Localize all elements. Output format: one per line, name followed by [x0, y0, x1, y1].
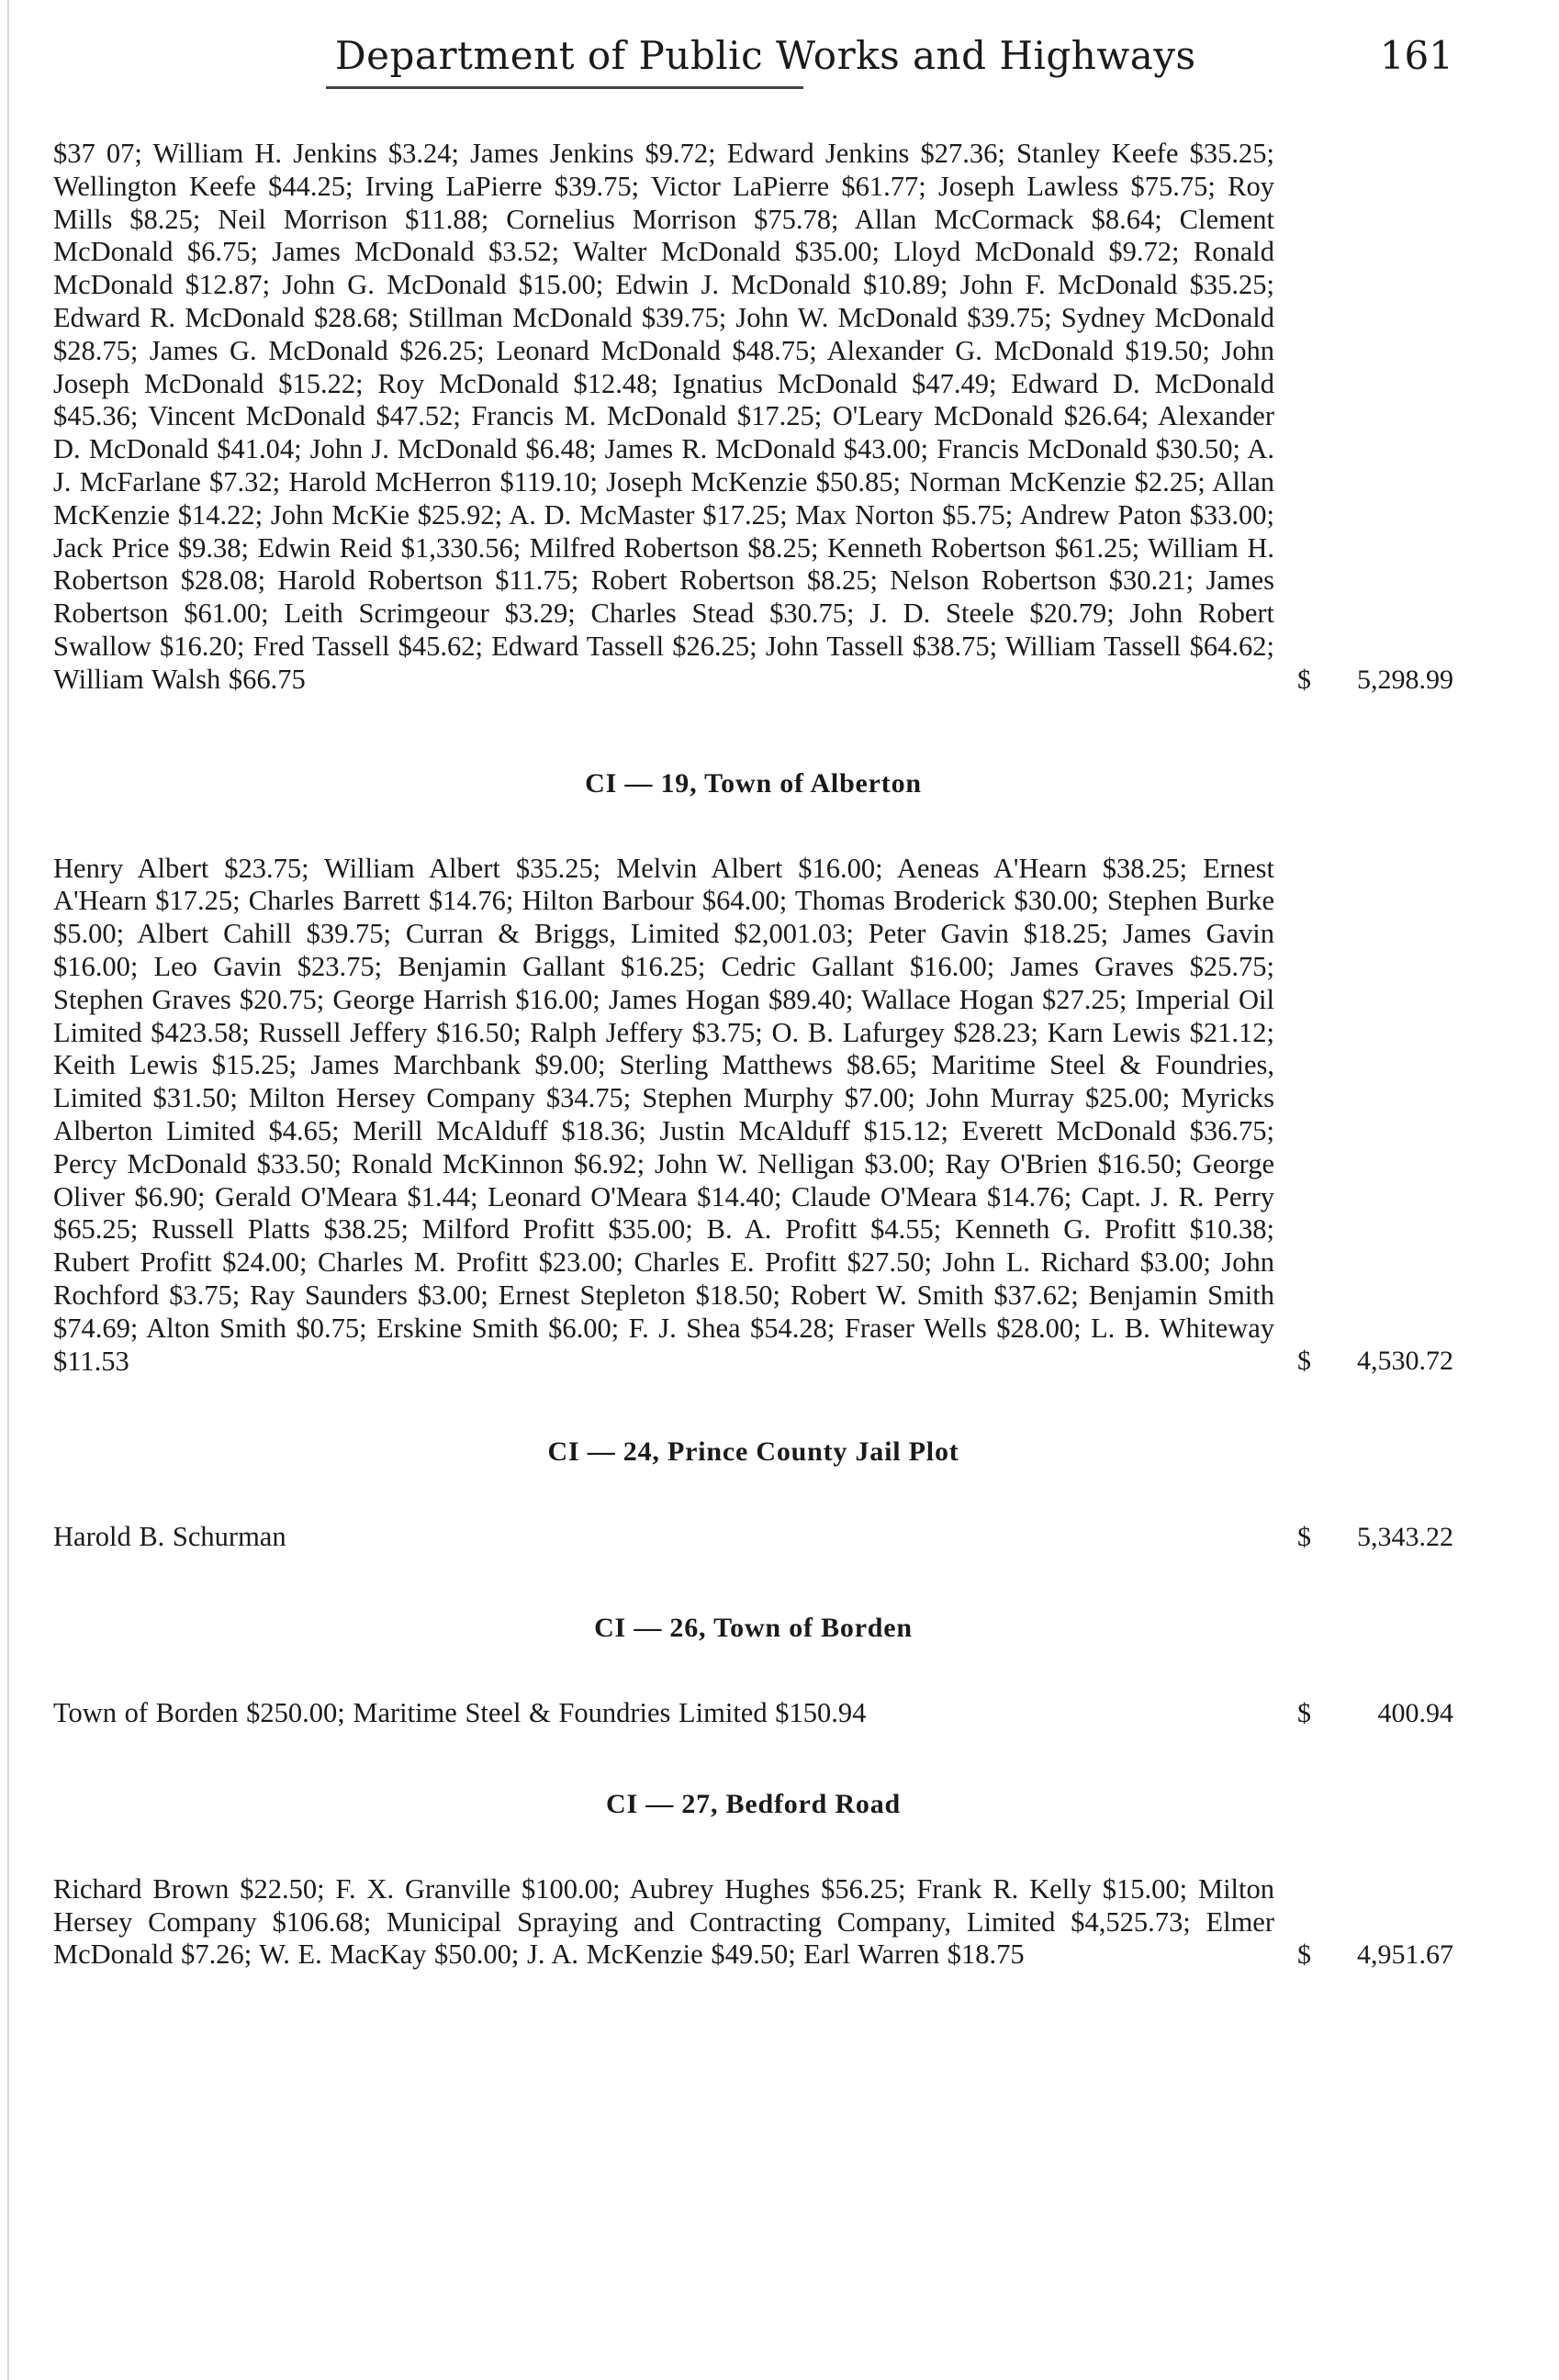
- currency-symbol: $: [1297, 1697, 1311, 1728]
- total-amount: 4,530.72: [1357, 1346, 1453, 1377]
- total-amount: 4,951.67: [1357, 1939, 1453, 1971]
- currency-symbol: $: [1297, 664, 1311, 695]
- page-title: Department of Public Works and Highways: [335, 33, 1196, 78]
- borden-section: [53, 1697, 1453, 1730]
- section-total: [1297, 1345, 1453, 1378]
- payee-list: Henry Albert $23.75; William Albert $35.25; Melvin Albert $16.00; Aeneas A'Hearn $38.25; Ernest A'Hearn $17.25; Charles Barrett $14.76; Hilton Barbour $64.00; Thomas Broderick $30.00; Stephen Burke $5.00; Albert Cahill $39.75; Curran & Briggs, Limited $2,001.03; Peter Gavin $18.25; James Gavin $16.00; Leo Gavin $23.75; Benjamin Gallant $16.25; Cedric Gallant $16.00; James Graves $25.75; Stephen Graves $20.75; George Harrish $16.00; James Hogan $89.40; Wallace Hogan $27.25; Imperial Oil Limited $423.58; Russell Jeffery $16.50; Ralph Jeffery $3.75; O. B. Lafurgey $28.23; Karn Lewis $21.12; Keith Lewis $15.25; James Marchbank $9.00; Sterling Matthews $8.65; Maritime Steel & Foundries, Limited $31.50; Milton Hersey Company $34.75; Stephen Murphy $7.00; John Murray $25.00; Myricks Alberton Limited $4.65; Merill McAlduff $18.36; Justin McAlduff $15.12; Everett McDonald $36.75; Percy McDonald $33.50; Ronald McKinnon $6.92; John W. Nelligan $3.00; Ray O'Brien $16.50; George Oliver $6.90; Gerald O'Meara $1.44; Leonard O'Meara $14.40; Claude O'Meara $14.76; Capt. J. R. Perry $65.25; Russell Platts $38.25; Milford Profitt $35.00; B. A. Profitt $4.55; Kenneth G. Profitt $10.38; Rubert Profitt $24.00; Charles M. Profitt $23.00; Charles E. Profitt $27.50; John L. Richard $3.00; John Rochford $3.75; Ray Saunders $3.00; Ernest Stepleton $18.50; Robert W. Smith $37.62; Benjamin Smith $74.69; Alton Smith $0.75; Erskine Smith $6.00; F. J. Shea $54.28; Fraser Wells $28.00; L. B. Whiteway $11.53: [53, 852, 1274, 1377]
- section-total: [1297, 1697, 1453, 1730]
- header-underline: [326, 86, 803, 89]
- bedford-road-section: [53, 1873, 1453, 1972]
- payee-list: Harold B. Schurman: [53, 1521, 286, 1553]
- section-heading: CI — 19, Town of Alberton: [585, 767, 922, 799]
- currency-symbol: $: [1297, 1939, 1311, 1971]
- payee-list: Town of Borden $250.00; Maritime Steel & Foundries Limited $150.94: [53, 1697, 867, 1729]
- total-amount: 5,343.22: [1357, 1522, 1453, 1553]
- section-total: [1297, 664, 1453, 697]
- section-heading: CI — 24, Prince County Jail Plot: [547, 1436, 959, 1468]
- alberton-section: [53, 853, 1453, 1379]
- payee-list: Richard Brown $22.50; F. X. Granville $100.00; Aubrey Hughes $56.25; Frank R. Kelly $15.00; Milton Hersey Company $106.68; Municipal Spraying and Contracting Company, Limited $4,525.73; Elmer McDonald $7.26; W. E. MacKay $50.00; J. A. McKenzie $49.50; Earl Warren $18.75: [53, 1872, 1274, 1971]
- total-amount: 400.94: [1377, 1697, 1453, 1728]
- section-heading: CI — 26, Town of Borden: [594, 1613, 913, 1644]
- currency-symbol: $: [1297, 1346, 1311, 1377]
- expenditure-listing: [53, 138, 1453, 2322]
- page-number: 161: [1379, 33, 1453, 78]
- currency-symbol: $: [1297, 1522, 1311, 1553]
- section-heading: CI — 27, Bedford Road: [606, 1788, 901, 1819]
- section-total: [1297, 1521, 1453, 1554]
- continued-section: [53, 138, 1453, 697]
- page-header: [50, 33, 1453, 97]
- payee-list: $37 07; William H. Jenkins $3.24; James Jenkins $9.72; Edward Jenkins $27.36; Stanley Keefe $35.25; Wellington Keefe $44.25; Irving LaPierre $39.75; Victor LaPierre $61.77; Joseph Lawless $75.75; Roy Mills $8.25; Neil Morrison $11.88; Cornelius Morrison $75.78; Allan McCormack $8.64; Clement McDonald $6.75; James McDonald $3.52; Walter McDonald $35.00; Lloyd McDonald $9.72; Ronald McDonald $12.87; John G. McDonald $15.00; Edwin J. McDonald $10.89; John F. McDonald $35.25; Edward R. McDonald $28.68; Stillman McDonald $39.75; John W. McDonald $39.75; Sydney McDonald $28.75; James G. McDonald $26.25; Leonard McDonald $48.75; Alexander G. McDonald $19.50; John Joseph McDonald $15.22; Roy McDonald $12.48; Ignatius McDonald $47.49; Edward D. McDonald $45.36; Vincent McDonald $47.52; Francis M. McDonald $17.25; O'Leary McDonald $26.64; Alexander D. McDonald $41.04; John J. McDonald $6.48; James R. McDonald $43.00; Francis McDonald $30.50; A. J. McFarlane $7.32; Harold McHerron $119.10; Joseph McKenzie $50.85; Norman McKenzie $2.25; Allan McKenzie $14.22; John McKie $25.92; A. D. McMaster $17.25; Max Norton $5.75; Andrew Paton $33.00; Jack Price $9.38; Edwin Reid $1,330.56; Milfred Robertson $8.25; Kenneth Robertson $61.25; William H. Robertson $28.08; Harold Robertson $11.75; Robert Robertson $8.25; Nelson Robertson $30.21; James Robertson $61.00; Leith Scrimgeour $3.29; Charles Stead $30.75; J. D. Steele $20.79; John Robert Swallow $16.20; Fred Tassell $45.62; Edward Tassell $26.25; John Tassell $38.75; William Tassell $64.62; William Walsh $66.75: [53, 138, 1274, 695]
- binding-edge: [7, 0, 9, 2380]
- total-amount: 5,298.99: [1357, 664, 1453, 695]
- section-total: [1297, 1939, 1453, 1972]
- jail-plot-section: [53, 1521, 1453, 1554]
